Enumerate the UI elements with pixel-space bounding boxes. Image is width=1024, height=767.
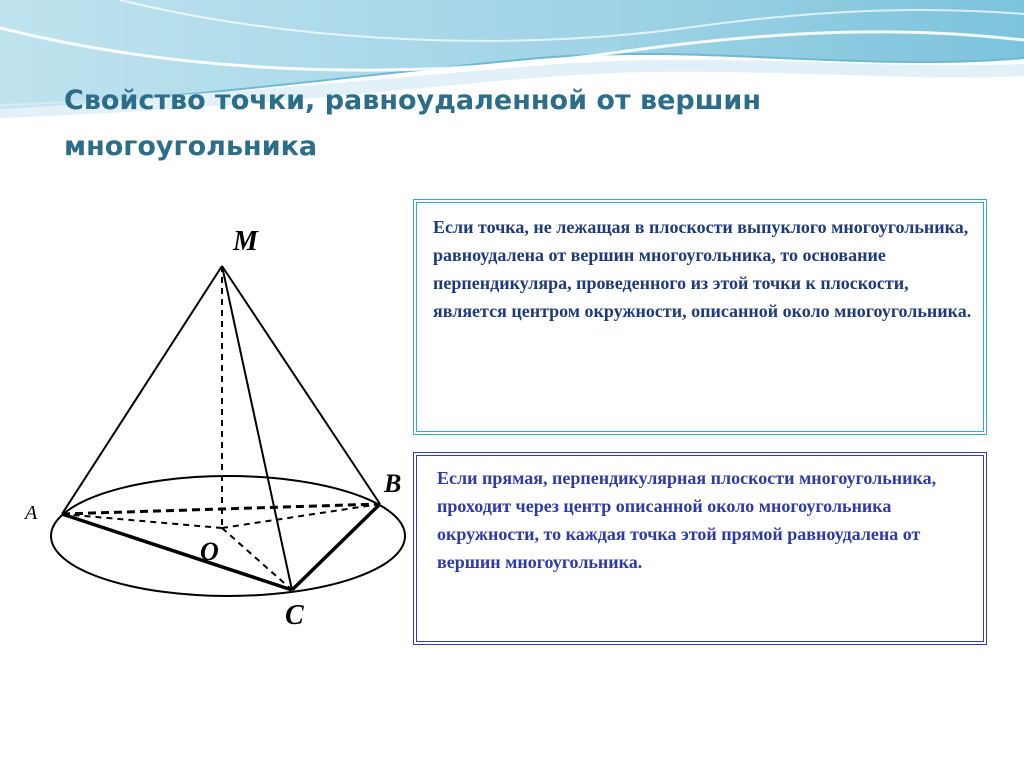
title-line-1: Свойство точки, равноудаленной от вершин [64, 85, 761, 116]
slide-title [64, 78, 864, 170]
pyramid-diagram [0, 200, 420, 660]
converse-box [413, 452, 987, 645]
edge-MC [222, 266, 292, 590]
label-C: C [285, 600, 304, 631]
label-B: B [384, 469, 402, 498]
label-M: M [233, 226, 258, 257]
edge-MB [222, 266, 380, 504]
side-BC [292, 504, 380, 590]
side-AC [62, 514, 292, 590]
converse-text: Если прямая, перпендикулярная плоскости многоугольника, проходит через центр описанной около многоугольника окружности, то каждая точка этой прямой равноудалена от вершин многоугольника. [437, 468, 937, 572]
circumscribed-circle [51, 476, 405, 596]
label-A: A [25, 502, 38, 524]
property-box [413, 199, 987, 435]
property-text: Если точка, не лежащая в плоскости выпуклого многоугольника, равноудалена от вершин многоугольника, то основание перпендикуляра, проведенного из этой точки к плоскости, является центром окружности, описанной около многоугольника. [433, 217, 972, 321]
label-O: O [200, 537, 219, 566]
title-line-2: многоугольника [64, 131, 318, 162]
